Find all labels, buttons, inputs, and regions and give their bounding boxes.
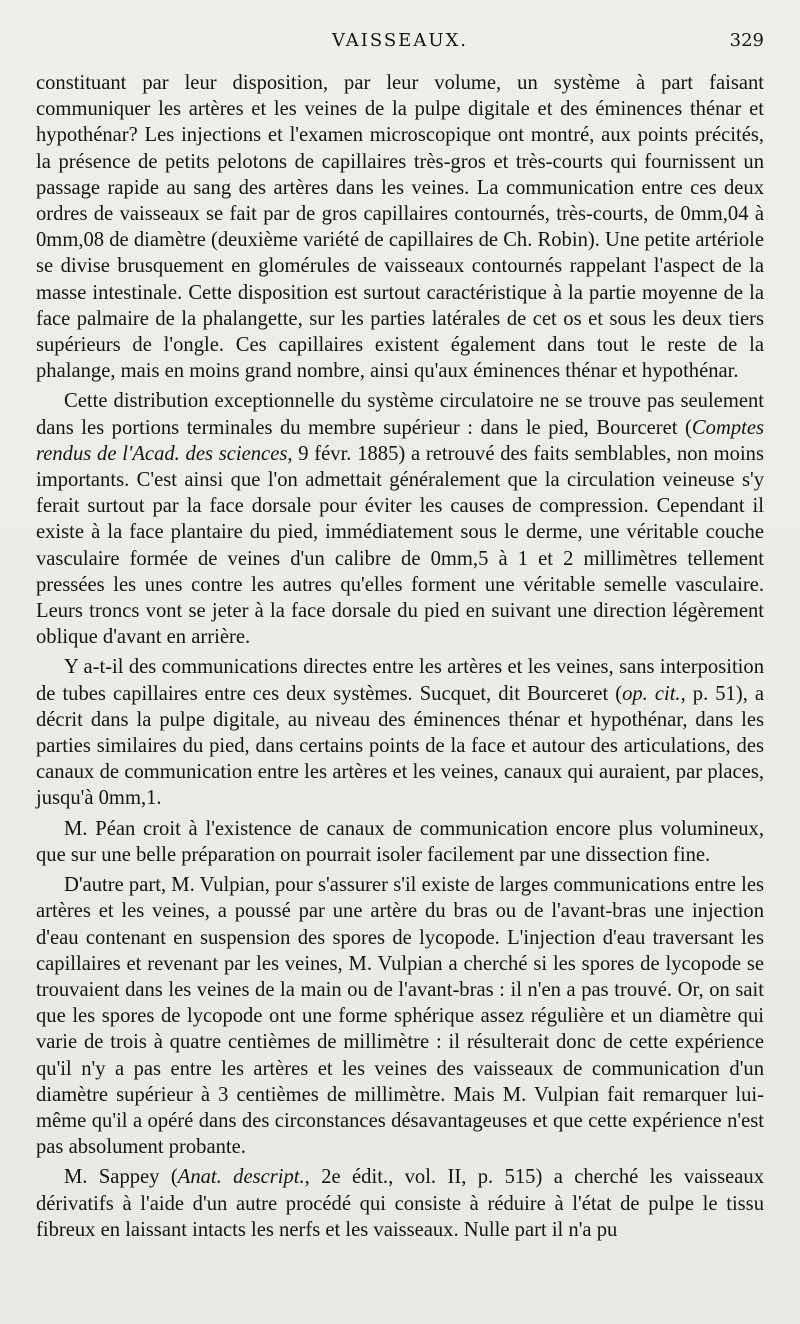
- page-number: 329: [729, 30, 764, 51]
- paragraph-2: [36, 388, 764, 650]
- paragraph-6-text-after: , 2e édit., vol. II, p. 515) a cherché les vaisseaux dérivatifs à l'aide d'un autre procédé qui consiste à réduire à l'état de pulpe le tissu fibreux en laissant intacts les nerfs et les vaisseaux. Nulle part il n'a pu: [36, 1166, 764, 1241]
- running-title: VAISSEAUX.: [331, 30, 469, 51]
- body-text: [36, 70, 764, 1243]
- paragraph-3: [36, 654, 764, 811]
- paragraph-4-text: M. Péan croit à l'existence de canaux de communication encore plus volumineux, que sur une belle préparation on pourrait isoler facilement par une dissection fine.: [36, 817, 764, 866]
- paragraph-3-text-after: , p. 51), a décrit dans la pulpe digitale, au niveau des éminences thénar et hypothénar, dans les parties similaires du pied, dans certains points de la face et autour des articulations, des canaux de communication entre les artères et les veines, canaux qui auraient, par places, jusqu'à 0mm,1.: [36, 682, 765, 810]
- paragraph-2-citation: Comptes rendus de l'Acad. des sciences: [36, 416, 764, 465]
- paragraph-4: [36, 816, 764, 868]
- paragraph-6-citation: Anat. descript.: [177, 1166, 305, 1189]
- paragraph-6: [36, 1164, 764, 1243]
- running-header: [36, 30, 764, 56]
- paragraph-6-text-before: M. Sappey (: [64, 1166, 178, 1189]
- paragraph-5: [36, 872, 764, 1160]
- paragraph-2-text-after: , 9 févr. 1885) a retrouvé des faits semblables, non moins importants. C'est ainsi que l'on admettait généralement que la circulation veineuse s'y ferait surtout par la face dorsale pour éviter les causes de compression. Cependant il existe à la face plantaire du pied, immédiatement sous le derme, une véritable couche vasculaire formée de veines d'un calibre de 0mm,5 à 1 et 2 millimètres tellement pressées les unes contre les autres qu'elles forment une véritable semelle vasculaire. Leurs troncs vont se jeter à la face dorsale du pied en suivant une direction légèrement oblique d'avant en arrière.: [36, 442, 764, 649]
- paragraph-1-text: constituant par leur disposition, par leur volume, un système à part faisant communiquer les artères et les veines de la pulpe digitale et des éminences thénar et hypothénar? Les injections et l'examen microscopique ont montré, aux points précités, la présence de petits pelotons de capillaires très-gros et très-courts qui fournissent un passage rapide au sang des artères dans les veines. La communication entre ces deux ordres de vaisseaux se fait par de gros capillaires contournés, très-courts, de 0mm,04 à 0mm,08 de diamètre (deuxième variété de capillaires de Ch. Robin). Une petite artériole se divise brusquement en glomérules de vaisseaux contournés rappelant l'aspect de la masse intestinale. Cette disposition est surtout caractéristique à la partie moyenne de la face palmaire de la phalangette, sur les parties latérales de cet os et sous les deux tiers supérieurs de l'ongle. Ces capillaires existent également dans tout le reste de la phalange, mais en moins grand nombre, ainsi qu'aux éminences thénar et hypothénar.: [36, 72, 764, 383]
- paragraph-2-text-before: Cette distribution exceptionnelle du système circulatoire ne se trouve pas seulement dans les portions terminales du membre supérieur : dans le pied, Bourceret (: [36, 390, 764, 439]
- paragraph-1: [36, 70, 764, 384]
- paragraph-3-citation: op. cit.: [622, 682, 681, 705]
- paragraph-5-text: D'autre part, M. Vulpian, pour s'assurer s'il existe de larges communications entre les artères et les veines, a poussé par une artère du bras ou de l'avant-bras une injection d'eau contenant en suspension des spores de lycopode. L'injection d'eau traversant les capillaires et revenant par les veines, M. Vulpian a cherché si les spores de lycopode se trouvaient dans les veines de la main ou de l'avant-bras : il n'en a pas trouvé. Or, on sait que les spores de lycopode ont une forme sphérique assez régulière et un diamètre qui varie de trois à quatre centièmes de millimètre : il résulterait donc de cette expérience qu'il n'y a pas entre les artères et les veines des vaisseaux de communication d'un diamètre supérieur à 3 centièmes de millimètre. Mais M. Vulpian fait remarquer lui-même qu'il a opéré dans des circonstances désavantageuses et que cette expérience n'est pas absolument probante.: [36, 874, 764, 1159]
- paragraph-3-text-before: Y a-t-il des communications directes entre les artères et les veines, sans interposition de tubes capillaires entre ces deux systèmes. Sucquet, dit Bourceret (: [36, 656, 764, 705]
